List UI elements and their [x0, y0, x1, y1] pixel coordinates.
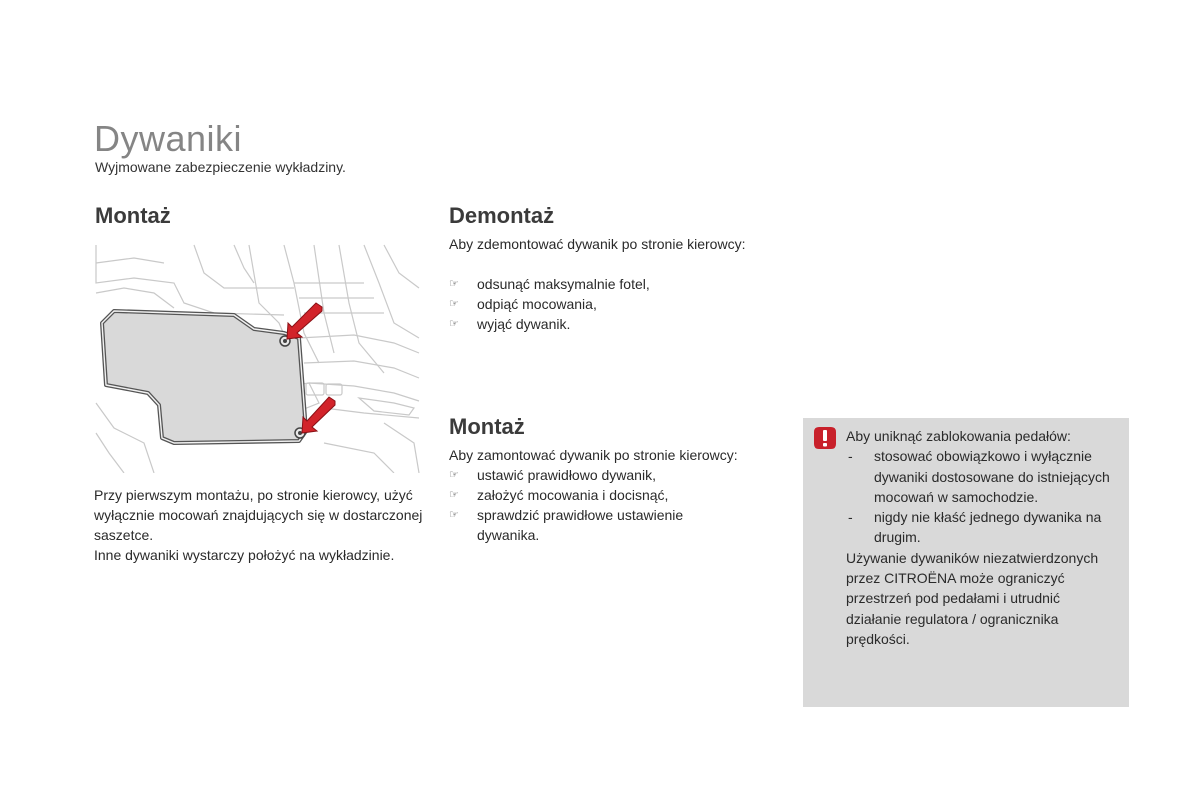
list-item: ☞ ustawić prawidłowo dywanik, — [449, 467, 656, 483]
list-item: ☞ założyć mocowania i docisnąć, — [449, 487, 669, 503]
pointing-hand-icon: ☞ — [449, 298, 459, 310]
section-heading-montaz-left: Montaż — [95, 203, 171, 228]
page-title: Dywaniki — [94, 118, 243, 159]
warning-exclamation-icon — [813, 426, 837, 450]
pointing-hand-icon: ☞ — [449, 318, 459, 330]
floor-mat-icon — [94, 243, 421, 473]
montaz-intro: Aby zamontować dywanik po stronie kierowcy: — [449, 447, 738, 463]
left-paragraph-1: Przy pierwszym montażu, po stronie kierowcy, użyć wyłącznie mocowań znajdujących się w dostarczonej saszetce. — [94, 487, 423, 543]
section-heading-montaz: Montaż — [449, 414, 525, 439]
list-item: ☞ sprawdzić prawidłowe ustawienie dywanika. — [449, 507, 684, 543]
warning-box — [803, 418, 1129, 707]
montaz-list — [449, 465, 739, 545]
list-item: - nigdy nie kłaść jednego dywanika na drugim. — [848, 509, 1102, 546]
warning-outro: Używanie dywaników niezatwierdzonych przez CITROËNA może ograniczyć przestrzeń pod pedałami i utrudnić działanie regulatora / ogranicznika prędkości. — [846, 549, 1099, 647]
demontaz-list — [449, 274, 769, 334]
warning-intro: Aby uniknąć zablokowania pedałów: — [846, 428, 1071, 444]
list-item: - stosować obowiązkowo i wyłącznie dywaniki dostosowane do istniejących mocowań w samochodzie. — [848, 448, 1110, 505]
floor-mat-illustration — [94, 243, 421, 473]
warning-list — [846, 446, 1116, 547]
list-item: ☞ odsunąć maksymalnie fotel, — [449, 276, 650, 292]
pointing-hand-icon: ☞ — [449, 509, 459, 521]
warning-text — [846, 426, 1116, 649]
pointing-hand-icon: ☞ — [449, 278, 459, 290]
pointing-hand-icon: ☞ — [449, 489, 459, 501]
list-item: ☞ odpiąć mocowania, — [449, 296, 597, 312]
section-heading-demontaz: Demontaż — [449, 203, 555, 228]
demontaz-intro: Aby zdemontować dywanik po stronie kierowcy: — [449, 236, 746, 252]
pointing-hand-icon: ☞ — [449, 469, 459, 481]
page-subtitle: Wyjmowane zabezpieczenie wykładziny. — [95, 159, 346, 175]
left-paragraph-2: Inne dywaniki wystarczy położyć na wykładzinie. — [94, 547, 395, 563]
list-item: ☞ wyjąć dywanik. — [449, 316, 571, 332]
